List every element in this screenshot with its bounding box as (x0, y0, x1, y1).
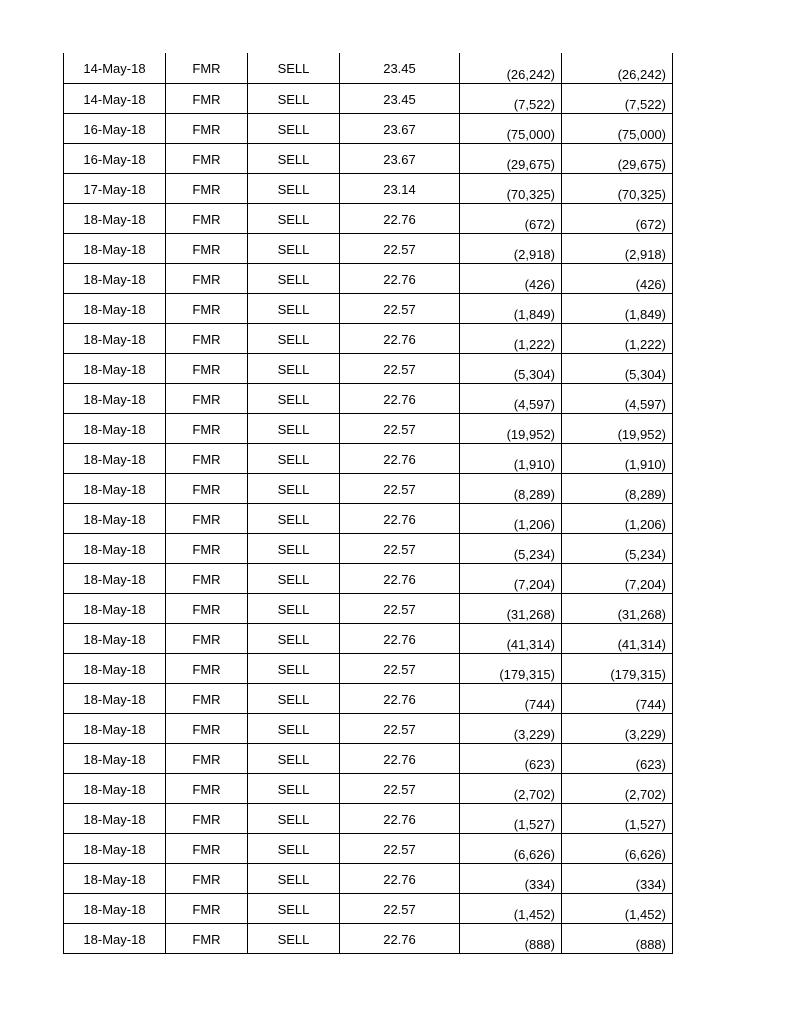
price-cell: 22.76 (340, 803, 460, 833)
date-cell: 18-May-18 (64, 863, 166, 893)
price-cell: 22.57 (340, 713, 460, 743)
shares-traded-cell: (1,849) (460, 293, 562, 323)
holder-cell: FMR (166, 893, 248, 923)
shares-traded-cell: (19,952) (460, 413, 562, 443)
holder-cell: FMR (166, 443, 248, 473)
price-cell: 23.45 (340, 53, 460, 83)
shares-traded-cell: (31,268) (460, 593, 562, 623)
holding-change-cell: (744) (562, 683, 673, 713)
date-cell: 18-May-18 (64, 533, 166, 563)
date-cell: 18-May-18 (64, 203, 166, 233)
shares-traded-cell: (5,304) (460, 353, 562, 383)
holding-change-cell: (19,952) (562, 413, 673, 443)
date-cell: 18-May-18 (64, 443, 166, 473)
table-row (64, 263, 673, 293)
holder-cell: FMR (166, 803, 248, 833)
table-row (64, 203, 673, 233)
date-cell: 17-May-18 (64, 173, 166, 203)
shares-traded-cell: (1,527) (460, 803, 562, 833)
holder-cell: FMR (166, 503, 248, 533)
price-cell: 22.76 (340, 503, 460, 533)
table-row (64, 113, 673, 143)
transaction-type-cell: SELL (248, 743, 340, 773)
table-row (64, 713, 673, 743)
transaction-type-cell: SELL (248, 683, 340, 713)
holding-change-cell: (31,268) (562, 593, 673, 623)
holder-cell: FMR (166, 413, 248, 443)
date-cell: 18-May-18 (64, 563, 166, 593)
table-row (64, 503, 673, 533)
transaction-type-cell: SELL (248, 83, 340, 113)
holder-cell: FMR (166, 383, 248, 413)
table-row (64, 563, 673, 593)
table-row (64, 383, 673, 413)
transaction-type-cell: SELL (248, 233, 340, 263)
shares-traded-cell: (1,222) (460, 323, 562, 353)
shares-traded-cell: (888) (460, 923, 562, 953)
holder-cell: FMR (166, 593, 248, 623)
table-row (64, 653, 673, 683)
transactions-table-container (63, 53, 673, 954)
transaction-type-cell: SELL (248, 773, 340, 803)
holding-change-cell: (1,222) (562, 323, 673, 353)
date-cell: 18-May-18 (64, 473, 166, 503)
date-cell: 18-May-18 (64, 833, 166, 863)
transactions-table-body (64, 53, 673, 953)
transaction-type-cell: SELL (248, 863, 340, 893)
date-cell: 18-May-18 (64, 713, 166, 743)
date-cell: 14-May-18 (64, 83, 166, 113)
price-cell: 23.67 (340, 143, 460, 173)
date-cell: 18-May-18 (64, 233, 166, 263)
table-row (64, 683, 673, 713)
price-cell: 22.76 (340, 443, 460, 473)
date-cell: 18-May-18 (64, 383, 166, 413)
holding-change-cell: (4,597) (562, 383, 673, 413)
transaction-type-cell: SELL (248, 143, 340, 173)
shares-traded-cell: (1,452) (460, 893, 562, 923)
holder-cell: FMR (166, 773, 248, 803)
holding-change-cell: (334) (562, 863, 673, 893)
holding-change-cell: (26,242) (562, 53, 673, 83)
shares-traded-cell: (426) (460, 263, 562, 293)
holder-cell: FMR (166, 563, 248, 593)
holding-change-cell: (179,315) (562, 653, 673, 683)
shares-traded-cell: (2,918) (460, 233, 562, 263)
holding-change-cell: (6,626) (562, 833, 673, 863)
date-cell: 18-May-18 (64, 773, 166, 803)
holder-cell: FMR (166, 323, 248, 353)
shares-traded-cell: (2,702) (460, 773, 562, 803)
holding-change-cell: (2,702) (562, 773, 673, 803)
price-cell: 22.57 (340, 653, 460, 683)
price-cell: 22.57 (340, 413, 460, 443)
holder-cell: FMR (166, 143, 248, 173)
price-cell: 22.76 (340, 383, 460, 413)
date-cell: 16-May-18 (64, 113, 166, 143)
price-cell: 23.45 (340, 83, 460, 113)
price-cell: 22.57 (340, 533, 460, 563)
shares-traded-cell: (41,314) (460, 623, 562, 653)
table-row (64, 293, 673, 323)
table-row (64, 83, 673, 113)
holding-change-cell: (1,206) (562, 503, 673, 533)
price-cell: 22.57 (340, 293, 460, 323)
table-row (64, 623, 673, 653)
price-cell: 22.76 (340, 683, 460, 713)
holder-cell: FMR (166, 623, 248, 653)
date-cell: 18-May-18 (64, 323, 166, 353)
table-row (64, 803, 673, 833)
holding-change-cell: (2,918) (562, 233, 673, 263)
holding-change-cell: (7,522) (562, 83, 673, 113)
transaction-type-cell: SELL (248, 563, 340, 593)
holding-change-cell: (1,452) (562, 893, 673, 923)
table-row (64, 863, 673, 893)
date-cell: 18-May-18 (64, 623, 166, 653)
holder-cell: FMR (166, 353, 248, 383)
price-cell: 22.57 (340, 233, 460, 263)
price-cell: 22.76 (340, 743, 460, 773)
table-row (64, 833, 673, 863)
shares-traded-cell: (29,675) (460, 143, 562, 173)
transaction-type-cell: SELL (248, 383, 340, 413)
shares-traded-cell: (7,522) (460, 83, 562, 113)
transaction-type-cell: SELL (248, 413, 340, 443)
holder-cell: FMR (166, 473, 248, 503)
table-row (64, 443, 673, 473)
holder-cell: FMR (166, 533, 248, 563)
holding-change-cell: (888) (562, 923, 673, 953)
holder-cell: FMR (166, 653, 248, 683)
price-cell: 22.76 (340, 923, 460, 953)
transaction-type-cell: SELL (248, 923, 340, 953)
holding-change-cell: (426) (562, 263, 673, 293)
price-cell: 22.76 (340, 323, 460, 353)
date-cell: 18-May-18 (64, 653, 166, 683)
shares-traded-cell: (334) (460, 863, 562, 893)
transaction-type-cell: SELL (248, 623, 340, 653)
shares-traded-cell: (3,229) (460, 713, 562, 743)
price-cell: 22.76 (340, 863, 460, 893)
holding-change-cell: (5,304) (562, 353, 673, 383)
holding-change-cell: (3,229) (562, 713, 673, 743)
shares-traded-cell: (8,289) (460, 473, 562, 503)
shares-traded-cell: (4,597) (460, 383, 562, 413)
holder-cell: FMR (166, 53, 248, 83)
price-cell: 22.76 (340, 203, 460, 233)
holder-cell: FMR (166, 863, 248, 893)
date-cell: 18-May-18 (64, 803, 166, 833)
table-row (64, 743, 673, 773)
shares-traded-cell: (26,242) (460, 53, 562, 83)
price-cell: 22.57 (340, 593, 460, 623)
transaction-type-cell: SELL (248, 323, 340, 353)
transaction-type-cell: SELL (248, 53, 340, 83)
table-row (64, 893, 673, 923)
price-cell: 22.57 (340, 353, 460, 383)
date-cell: 16-May-18 (64, 143, 166, 173)
holding-change-cell: (29,675) (562, 143, 673, 173)
holder-cell: FMR (166, 833, 248, 863)
holding-change-cell: (41,314) (562, 623, 673, 653)
shares-traded-cell: (179,315) (460, 653, 562, 683)
date-cell: 18-May-18 (64, 263, 166, 293)
holding-change-cell: (672) (562, 203, 673, 233)
holding-change-cell: (623) (562, 743, 673, 773)
holder-cell: FMR (166, 173, 248, 203)
shares-traded-cell: (70,325) (460, 173, 562, 203)
table-row (64, 413, 673, 443)
table-row (64, 233, 673, 263)
transaction-type-cell: SELL (248, 113, 340, 143)
price-cell: 22.76 (340, 623, 460, 653)
price-cell: 23.67 (340, 113, 460, 143)
table-row (64, 773, 673, 803)
holder-cell: FMR (166, 293, 248, 323)
date-cell: 18-May-18 (64, 683, 166, 713)
table-row (64, 353, 673, 383)
price-cell: 23.14 (340, 173, 460, 203)
holder-cell: FMR (166, 113, 248, 143)
transaction-type-cell: SELL (248, 653, 340, 683)
table-row (64, 323, 673, 353)
table-row (64, 473, 673, 503)
transaction-type-cell: SELL (248, 833, 340, 863)
table-row (64, 53, 673, 83)
transaction-type-cell: SELL (248, 713, 340, 743)
price-cell: 22.57 (340, 773, 460, 803)
shares-traded-cell: (1,206) (460, 503, 562, 533)
holder-cell: FMR (166, 743, 248, 773)
table-row (64, 143, 673, 173)
holding-change-cell: (75,000) (562, 113, 673, 143)
date-cell: 18-May-18 (64, 353, 166, 383)
transaction-type-cell: SELL (248, 503, 340, 533)
date-cell: 18-May-18 (64, 413, 166, 443)
holding-change-cell: (7,204) (562, 563, 673, 593)
holding-change-cell: (1,910) (562, 443, 673, 473)
table-row (64, 923, 673, 953)
transaction-type-cell: SELL (248, 593, 340, 623)
holding-change-cell: (1,849) (562, 293, 673, 323)
transaction-type-cell: SELL (248, 203, 340, 233)
shares-traded-cell: (5,234) (460, 533, 562, 563)
shares-traded-cell: (672) (460, 203, 562, 233)
shares-traded-cell: (744) (460, 683, 562, 713)
holding-change-cell: (70,325) (562, 173, 673, 203)
transaction-type-cell: SELL (248, 293, 340, 323)
shares-traded-cell: (1,910) (460, 443, 562, 473)
holding-change-cell: (1,527) (562, 803, 673, 833)
date-cell: 18-May-18 (64, 593, 166, 623)
date-cell: 18-May-18 (64, 743, 166, 773)
transaction-type-cell: SELL (248, 803, 340, 833)
transaction-type-cell: SELL (248, 533, 340, 563)
transaction-type-cell: SELL (248, 473, 340, 503)
transaction-type-cell: SELL (248, 173, 340, 203)
price-cell: 22.57 (340, 473, 460, 503)
holder-cell: FMR (166, 683, 248, 713)
price-cell: 22.57 (340, 893, 460, 923)
transaction-type-cell: SELL (248, 353, 340, 383)
table-row (64, 533, 673, 563)
holder-cell: FMR (166, 203, 248, 233)
table-row (64, 593, 673, 623)
price-cell: 22.76 (340, 563, 460, 593)
holder-cell: FMR (166, 263, 248, 293)
holding-change-cell: (8,289) (562, 473, 673, 503)
price-cell: 22.76 (340, 263, 460, 293)
date-cell: 14-May-18 (64, 53, 166, 83)
date-cell: 18-May-18 (64, 503, 166, 533)
transactions-table (63, 53, 673, 954)
transaction-type-cell: SELL (248, 893, 340, 923)
transaction-type-cell: SELL (248, 263, 340, 293)
transaction-type-cell: SELL (248, 443, 340, 473)
date-cell: 18-May-18 (64, 923, 166, 953)
shares-traded-cell: (6,626) (460, 833, 562, 863)
holder-cell: FMR (166, 923, 248, 953)
shares-traded-cell: (7,204) (460, 563, 562, 593)
shares-traded-cell: (623) (460, 743, 562, 773)
holder-cell: FMR (166, 233, 248, 263)
shares-traded-cell: (75,000) (460, 113, 562, 143)
holding-change-cell: (5,234) (562, 533, 673, 563)
holder-cell: FMR (166, 713, 248, 743)
price-cell: 22.57 (340, 833, 460, 863)
table-row (64, 173, 673, 203)
holder-cell: FMR (166, 83, 248, 113)
date-cell: 18-May-18 (64, 293, 166, 323)
date-cell: 18-May-18 (64, 893, 166, 923)
